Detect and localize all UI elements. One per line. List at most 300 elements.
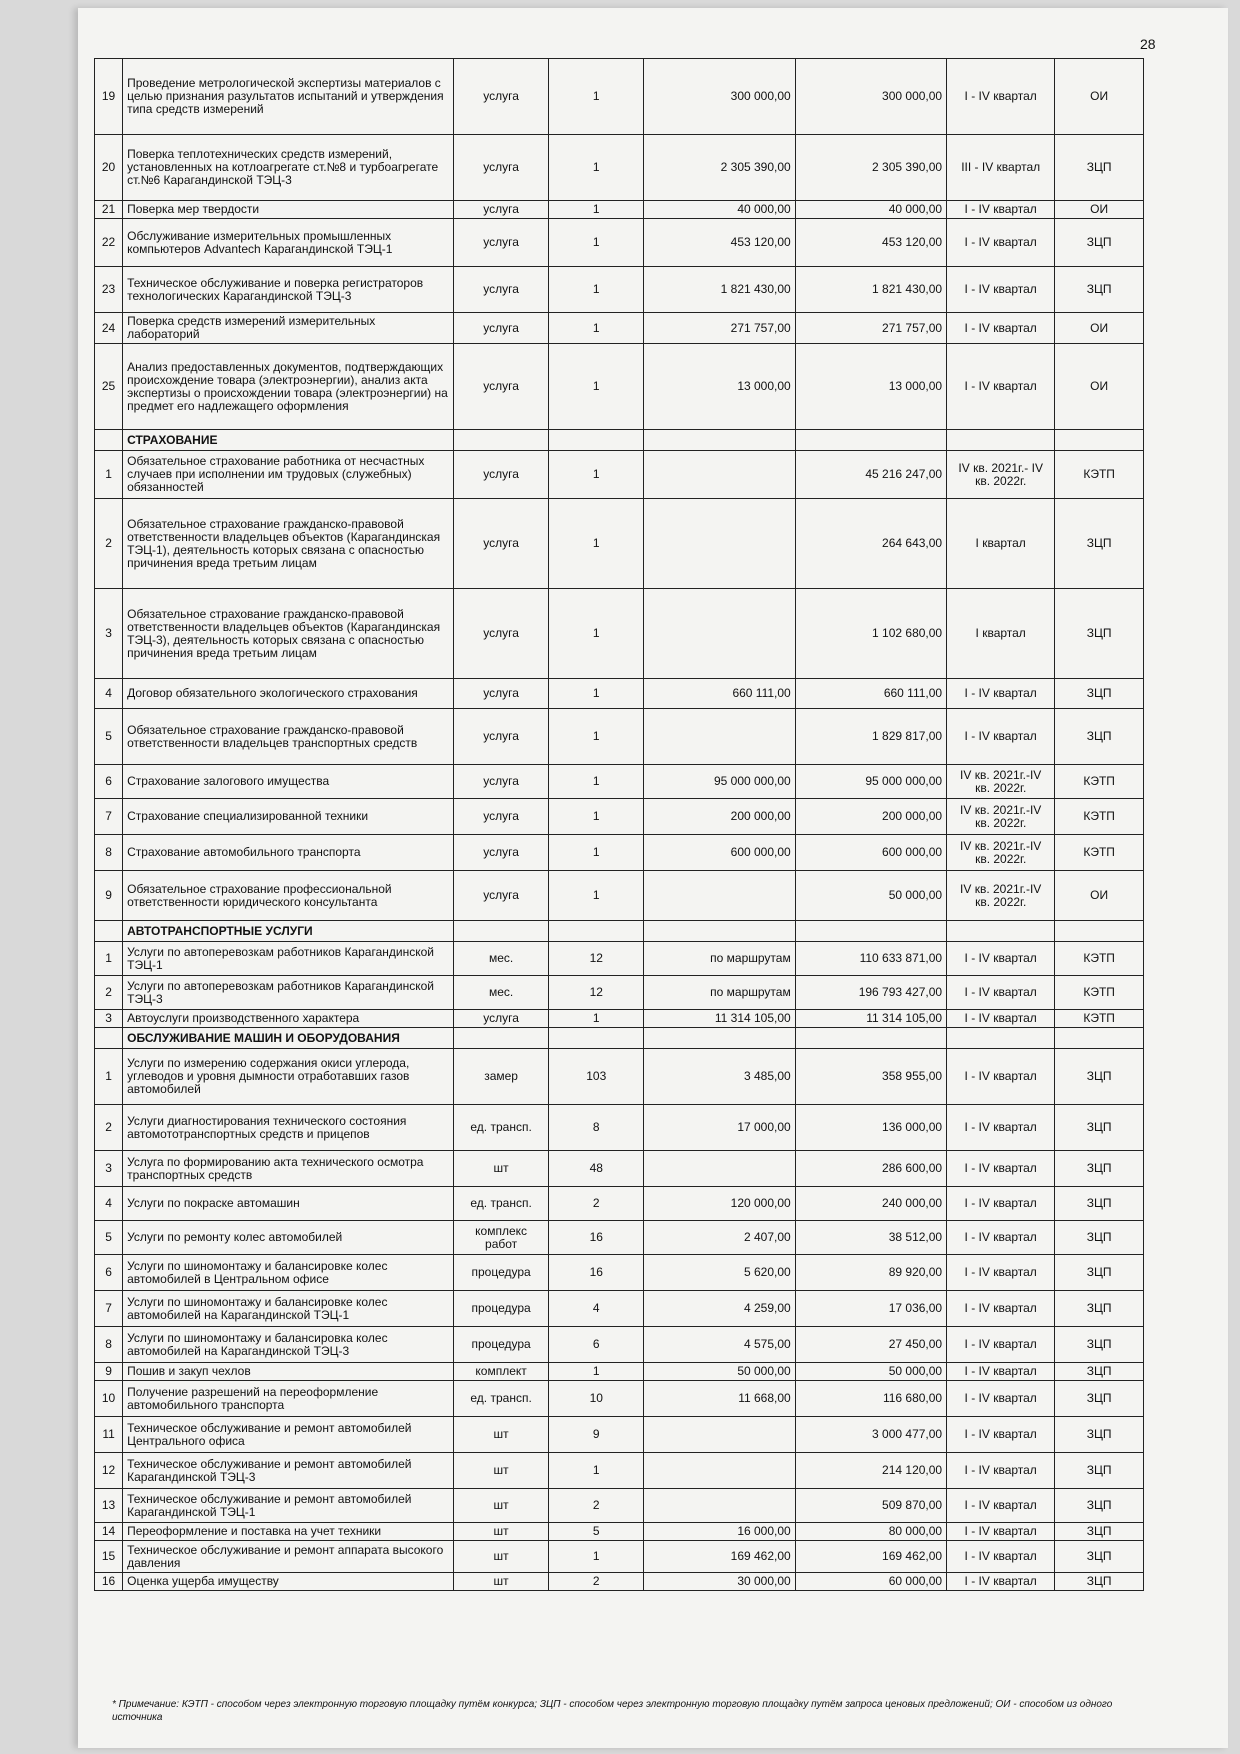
table-row — [95, 1010, 1144, 1028]
service-name-cell: Обязательное страхование работника от несчастных случаев при исполнении им трудовых (служебных) обязанностей — [123, 451, 454, 499]
unit-cell: услуга — [454, 499, 549, 589]
unit-price-cell: 30 000,00 — [644, 1573, 795, 1591]
unit-price-cell: 95 000 000,00 — [644, 765, 795, 799]
service-name-cell: Анализ предоставленных документов, подтверждающих происхождение товара (электроэнергии), анализ акта экспертизы о происхождении товара (электроэнергии) на предмет его надлежащего оформления — [123, 344, 454, 430]
total-amount-cell: 136 000,00 — [795, 1105, 946, 1151]
procurement-method-cell: ЗЦП — [1055, 1327, 1144, 1363]
period-cell: I - IV квартал — [947, 219, 1055, 267]
quantity-cell: 12 — [549, 942, 644, 976]
empty-cell — [795, 430, 946, 451]
period-cell: I - IV квартал — [947, 201, 1055, 219]
row-number-cell: 9 — [95, 1363, 123, 1381]
service-name-cell: Техническое обслуживание и ремонт аппарата высокого давления — [123, 1541, 454, 1573]
quantity-cell: 1 — [549, 799, 644, 835]
service-name-cell: Страхование автомобильного транспорта — [123, 835, 454, 871]
quantity-cell: 1 — [549, 59, 644, 135]
section-header-row — [95, 921, 1144, 942]
row-number-cell: 1 — [95, 451, 123, 499]
procurement-method-cell: ЗЦП — [1055, 1255, 1144, 1291]
procurement-method-cell: ЗЦП — [1055, 135, 1144, 201]
unit-price-cell — [644, 1453, 795, 1489]
procurement-method-cell: ЗЦП — [1055, 1291, 1144, 1327]
unit-cell: процедура — [454, 1291, 549, 1327]
unit-price-cell: 2 305 390,00 — [644, 135, 795, 201]
procurement-method-cell: ОИ — [1055, 344, 1144, 430]
procurement-method-cell: КЭТП — [1055, 1010, 1144, 1028]
unit-price-cell: 660 111,00 — [644, 679, 795, 709]
procurement-method-cell: ЗЦП — [1055, 1151, 1144, 1187]
quantity-cell: 16 — [549, 1221, 644, 1255]
quantity-cell: 1 — [549, 1453, 644, 1489]
procurement-method-cell: ЗЦП — [1055, 1049, 1144, 1105]
period-cell: I - IV квартал — [947, 267, 1055, 313]
empty-cell — [454, 921, 549, 942]
table-row — [95, 1255, 1144, 1291]
total-amount-cell: 40 000,00 — [795, 201, 946, 219]
service-name-cell: Страхование специализированной техники — [123, 799, 454, 835]
period-cell: IV кв. 2021г.-IV кв. 2022г. — [947, 871, 1055, 921]
empty-cell — [947, 1028, 1055, 1049]
unit-price-cell: 50 000,00 — [644, 1363, 795, 1381]
unit-cell: шт — [454, 1489, 549, 1523]
table-row — [95, 451, 1144, 499]
service-name-cell: Техническое обслуживание и ремонт автомобилей Центрального офиса — [123, 1417, 454, 1453]
quantity-cell: 6 — [549, 1327, 644, 1363]
unit-cell: услуга — [454, 344, 549, 430]
period-cell: I - IV квартал — [947, 1523, 1055, 1541]
unit-price-cell: 17 000,00 — [644, 1105, 795, 1151]
procurement-method-cell: ЗЦП — [1055, 709, 1144, 765]
service-name-cell: Обязательное страхование гражданско-правовой ответственности владельцев транспортных средств — [123, 709, 454, 765]
empty-cell — [95, 921, 123, 942]
total-amount-cell: 13 000,00 — [795, 344, 946, 430]
total-amount-cell: 60 000,00 — [795, 1573, 946, 1591]
total-amount-cell: 17 036,00 — [795, 1291, 946, 1327]
total-amount-cell: 11 314 105,00 — [795, 1010, 946, 1028]
unit-cell: ед. трансп. — [454, 1105, 549, 1151]
row-number-cell: 15 — [95, 1541, 123, 1573]
service-name-cell: Услуги по измерению содержания окиси углерода, углеводов и уровня дымности отработавших газов автомобилей — [123, 1049, 454, 1105]
row-number-cell: 25 — [95, 344, 123, 430]
total-amount-cell: 116 680,00 — [795, 1381, 946, 1417]
total-amount-cell: 95 000 000,00 — [795, 765, 946, 799]
empty-cell — [947, 921, 1055, 942]
unit-cell: услуга — [454, 135, 549, 201]
total-amount-cell: 200 000,00 — [795, 799, 946, 835]
service-name-cell: Страхование залогового имущества — [123, 765, 454, 799]
procurement-method-cell: ЗЦП — [1055, 1187, 1144, 1221]
row-number-cell: 3 — [95, 589, 123, 679]
quantity-cell: 1 — [549, 1010, 644, 1028]
total-amount-cell: 2 305 390,00 — [795, 135, 946, 201]
unit-price-cell — [644, 1151, 795, 1187]
table-row — [95, 1105, 1144, 1151]
service-name-cell: Техническое обслуживание и ремонт автомобилей Карагандинской ТЭЦ-3 — [123, 1453, 454, 1489]
total-amount-cell: 110 633 871,00 — [795, 942, 946, 976]
procurement-method-cell: КЭТП — [1055, 799, 1144, 835]
procurement-method-cell: ЗЦП — [1055, 1417, 1144, 1453]
total-amount-cell: 27 450,00 — [795, 1327, 946, 1363]
unit-cell: услуга — [454, 267, 549, 313]
table-row — [95, 1573, 1144, 1591]
period-cell: IV кв. 2021г.-IV кв. 2022г. — [947, 835, 1055, 871]
procurement-method-cell: ЗЦП — [1055, 267, 1144, 313]
unit-price-cell: 16 000,00 — [644, 1523, 795, 1541]
unit-price-cell: 169 462,00 — [644, 1541, 795, 1573]
quantity-cell: 48 — [549, 1151, 644, 1187]
row-number-cell: 7 — [95, 799, 123, 835]
period-cell: I - IV квартал — [947, 1105, 1055, 1151]
unit-price-cell — [644, 499, 795, 589]
row-number-cell: 2 — [95, 499, 123, 589]
unit-price-cell: 300 000,00 — [644, 59, 795, 135]
service-name-cell: Услуга по формированию акта технического осмотра транспортных средств — [123, 1151, 454, 1187]
section-title: ОБСЛУЖИВАНИЕ МАШИН И ОБОРУДОВАНИЯ — [123, 1028, 454, 1049]
empty-cell — [644, 921, 795, 942]
procurement-table — [94, 58, 1144, 1591]
procurement-method-cell: ЗЦП — [1055, 1453, 1144, 1489]
table-row — [95, 499, 1144, 589]
period-cell: IV кв. 2021г.-IV кв. 2022г. — [947, 799, 1055, 835]
service-name-cell: Услуги по шиномонтажу и балансировка колес автомобилей на Карагандинской ТЭЦ-3 — [123, 1327, 454, 1363]
unit-cell: услуга — [454, 313, 549, 344]
quantity-cell: 8 — [549, 1105, 644, 1151]
period-cell: I - IV квартал — [947, 976, 1055, 1010]
empty-cell — [549, 921, 644, 942]
period-cell: I - IV квартал — [947, 1541, 1055, 1573]
period-cell: I - IV квартал — [947, 679, 1055, 709]
procurement-method-cell: ЗЦП — [1055, 1105, 1144, 1151]
table-row — [95, 942, 1144, 976]
row-number-cell: 19 — [95, 59, 123, 135]
total-amount-cell: 453 120,00 — [795, 219, 946, 267]
total-amount-cell: 214 120,00 — [795, 1453, 946, 1489]
section-header-row — [95, 1028, 1144, 1049]
unit-price-cell: 4 259,00 — [644, 1291, 795, 1327]
row-number-cell: 7 — [95, 1291, 123, 1327]
quantity-cell: 12 — [549, 976, 644, 1010]
service-name-cell: Услуги по шиномонтажу и балансировке колес автомобилей в Центральном офисе — [123, 1255, 454, 1291]
procurement-method-cell: ЗЦП — [1055, 1221, 1144, 1255]
row-number-cell: 20 — [95, 135, 123, 201]
quantity-cell: 1 — [549, 135, 644, 201]
service-name-cell: Услуги по покраске автомашин — [123, 1187, 454, 1221]
period-cell: I - IV квартал — [947, 1453, 1055, 1489]
procurement-method-cell: ЗЦП — [1055, 679, 1144, 709]
empty-cell — [95, 1028, 123, 1049]
unit-price-cell: по маршрутам — [644, 976, 795, 1010]
empty-cell — [1055, 921, 1144, 942]
quantity-cell: 103 — [549, 1049, 644, 1105]
service-name-cell: Обязательное страхование гражданско-правовой ответственности владельцев объектов (Карагандинская ТЭЦ-3), деятельность которых связана с опасностью причинения вреда третьим лицам — [123, 589, 454, 679]
quantity-cell: 10 — [549, 1381, 644, 1417]
unit-price-cell: 600 000,00 — [644, 835, 795, 871]
service-name-cell: Обслуживание измерительных промышленных компьютеров Advantech Карагандинской ТЭЦ-1 — [123, 219, 454, 267]
service-name-cell: Договор обязательного экологического страхования — [123, 679, 454, 709]
unit-price-cell — [644, 709, 795, 765]
total-amount-cell: 3 000 477,00 — [795, 1417, 946, 1453]
procurement-method-cell: КЭТП — [1055, 451, 1144, 499]
row-number-cell: 21 — [95, 201, 123, 219]
table-row — [95, 1291, 1144, 1327]
empty-cell — [644, 430, 795, 451]
table-row — [95, 1381, 1144, 1417]
unit-price-cell: 13 000,00 — [644, 344, 795, 430]
table-row — [95, 1221, 1144, 1255]
unit-price-cell — [644, 871, 795, 921]
row-number-cell: 12 — [95, 1453, 123, 1489]
quantity-cell: 16 — [549, 1255, 644, 1291]
period-cell: I квартал — [947, 499, 1055, 589]
period-cell: I - IV квартал — [947, 313, 1055, 344]
total-amount-cell: 264 643,00 — [795, 499, 946, 589]
row-number-cell: 13 — [95, 1489, 123, 1523]
quantity-cell: 9 — [549, 1417, 644, 1453]
unit-cell: услуга — [454, 765, 549, 799]
quantity-cell: 1 — [549, 267, 644, 313]
quantity-cell: 4 — [549, 1291, 644, 1327]
quantity-cell: 1 — [549, 589, 644, 679]
row-number-cell: 10 — [95, 1381, 123, 1417]
empty-cell — [1055, 1028, 1144, 1049]
table-row — [95, 1363, 1144, 1381]
unit-cell: шт — [454, 1523, 549, 1541]
procurement-method-cell: КЭТП — [1055, 835, 1144, 871]
unit-price-cell: 5 620,00 — [644, 1255, 795, 1291]
total-amount-cell: 660 111,00 — [795, 679, 946, 709]
unit-price-cell — [644, 451, 795, 499]
table-row — [95, 589, 1144, 679]
section-header-row — [95, 430, 1144, 451]
quantity-cell: 1 — [549, 871, 644, 921]
unit-cell: шт — [454, 1453, 549, 1489]
table-row — [95, 871, 1144, 921]
unit-price-cell: 120 000,00 — [644, 1187, 795, 1221]
unit-price-cell: 11 668,00 — [644, 1381, 795, 1417]
unit-cell: комплект — [454, 1363, 549, 1381]
period-cell: I - IV квартал — [947, 1363, 1055, 1381]
row-number-cell: 24 — [95, 313, 123, 344]
empty-cell — [1055, 430, 1144, 451]
row-number-cell: 3 — [95, 1151, 123, 1187]
period-cell: I - IV квартал — [947, 1010, 1055, 1028]
table-row — [95, 765, 1144, 799]
period-cell: I - IV квартал — [947, 344, 1055, 430]
total-amount-cell: 196 793 427,00 — [795, 976, 946, 1010]
table-row — [95, 1523, 1144, 1541]
unit-price-cell: 2 407,00 — [644, 1221, 795, 1255]
unit-cell: шт — [454, 1417, 549, 1453]
unit-cell: шт — [454, 1573, 549, 1591]
quantity-cell: 1 — [549, 344, 644, 430]
row-number-cell: 14 — [95, 1523, 123, 1541]
unit-price-cell — [644, 589, 795, 679]
procurement-method-cell: ОИ — [1055, 313, 1144, 344]
procurement-method-cell: ЗЦП — [1055, 589, 1144, 679]
service-name-cell: Поверка теплотехнических средств измерений, установленных на котлоагрегате ст.№8 и турбоагрегате ст.№6 Карагандинской ТЭЦ-3 — [123, 135, 454, 201]
procurement-method-cell: ЗЦП — [1055, 1523, 1144, 1541]
unit-cell: мес. — [454, 976, 549, 1010]
total-amount-cell: 509 870,00 — [795, 1489, 946, 1523]
row-number-cell: 2 — [95, 1105, 123, 1151]
empty-cell — [795, 1028, 946, 1049]
service-name-cell: Поверка средств измерений измерительных лабораторий — [123, 313, 454, 344]
row-number-cell: 1 — [95, 942, 123, 976]
table-row — [95, 1453, 1144, 1489]
row-number-cell: 9 — [95, 871, 123, 921]
row-number-cell: 5 — [95, 1221, 123, 1255]
period-cell: I - IV квартал — [947, 1573, 1055, 1591]
table-row — [95, 1187, 1144, 1221]
period-cell: I квартал — [947, 589, 1055, 679]
table-row — [95, 1417, 1144, 1453]
service-name-cell: Услуги по шиномонтажу и балансировке колес автомобилей на Карагандинской ТЭЦ-1 — [123, 1291, 454, 1327]
empty-cell — [644, 1028, 795, 1049]
unit-price-cell: по маршрутам — [644, 942, 795, 976]
period-cell: III - IV квартал — [947, 135, 1055, 201]
row-number-cell: 4 — [95, 1187, 123, 1221]
total-amount-cell: 271 757,00 — [795, 313, 946, 344]
quantity-cell: 1 — [549, 1363, 644, 1381]
period-cell: I - IV квартал — [947, 942, 1055, 976]
unit-cell: процедура — [454, 1255, 549, 1291]
table-row — [95, 1049, 1144, 1105]
table-row — [95, 1541, 1144, 1573]
total-amount-cell: 45 216 247,00 — [795, 451, 946, 499]
unit-cell: услуга — [454, 709, 549, 765]
table-row — [95, 135, 1144, 201]
period-cell: I - IV квартал — [947, 1255, 1055, 1291]
row-number-cell: 8 — [95, 835, 123, 871]
service-name-cell: Обязательное страхование профессиональной ответственности юридического консультанта — [123, 871, 454, 921]
total-amount-cell: 286 600,00 — [795, 1151, 946, 1187]
table-row — [95, 709, 1144, 765]
empty-cell — [947, 430, 1055, 451]
period-cell: I - IV квартал — [947, 1151, 1055, 1187]
period-cell: I - IV квартал — [947, 1489, 1055, 1523]
footnote: * Примечание: КЭТП - способом через электронную торговую площадку путём конкурса; ЗЦП - способом через электронную торговую площадку путём запроса ценовых предложений; ОИ - способом из одного источника — [112, 1699, 1113, 1723]
section-title: СТРАХОВАНИЕ — [123, 430, 454, 451]
row-number-cell: 6 — [95, 1255, 123, 1291]
quantity-cell: 1 — [549, 219, 644, 267]
unit-cell: услуга — [454, 219, 549, 267]
period-cell: I - IV квартал — [947, 1327, 1055, 1363]
unit-cell: услуга — [454, 201, 549, 219]
unit-cell: ед. трансп. — [454, 1381, 549, 1417]
unit-cell: шт — [454, 1541, 549, 1573]
procurement-method-cell: ОИ — [1055, 59, 1144, 135]
service-name-cell: Техническое обслуживание и ремонт автомобилей Карагандинской ТЭЦ-1 — [123, 1489, 454, 1523]
row-number-cell: 6 — [95, 765, 123, 799]
procurement-method-cell: ЗЦП — [1055, 1381, 1144, 1417]
table-row — [95, 201, 1144, 219]
total-amount-cell: 1 821 430,00 — [795, 267, 946, 313]
unit-cell: шт — [454, 1151, 549, 1187]
empty-cell — [549, 1028, 644, 1049]
table-row — [95, 313, 1144, 344]
table-row — [95, 799, 1144, 835]
empty-cell — [95, 430, 123, 451]
total-amount-cell: 600 000,00 — [795, 835, 946, 871]
row-number-cell: 4 — [95, 679, 123, 709]
service-name-cell: Получение разрешений на переоформление автомобильного транспорта — [123, 1381, 454, 1417]
section-title: АВТОТРАНСПОРТНЫЕ УСЛУГИ — [123, 921, 454, 942]
total-amount-cell: 1 102 680,00 — [795, 589, 946, 679]
quantity-cell: 1 — [549, 201, 644, 219]
unit-price-cell: 11 314 105,00 — [644, 1010, 795, 1028]
table-row — [95, 976, 1144, 1010]
service-name-cell: Услуги по ремонту колес автомобилей — [123, 1221, 454, 1255]
period-cell: I - IV квартал — [947, 1417, 1055, 1453]
total-amount-cell: 50 000,00 — [795, 1363, 946, 1381]
procurement-method-cell: ЗЦП — [1055, 499, 1144, 589]
period-cell: I - IV квартал — [947, 1187, 1055, 1221]
unit-cell: замер — [454, 1049, 549, 1105]
service-name-cell: Услуги диагностирования технического состояния автомототранспортных средств и прицепов — [123, 1105, 454, 1151]
total-amount-cell: 240 000,00 — [795, 1187, 946, 1221]
period-cell: I - IV квартал — [947, 709, 1055, 765]
unit-cell: услуга — [454, 589, 549, 679]
procurement-method-cell: ЗЦП — [1055, 1573, 1144, 1591]
procurement-method-cell: КЭТП — [1055, 942, 1144, 976]
total-amount-cell: 89 920,00 — [795, 1255, 946, 1291]
service-name-cell: Услуги по автоперевозкам работников Карагандинской ТЭЦ-3 — [123, 976, 454, 1010]
table-row — [95, 835, 1144, 871]
unit-cell: услуга — [454, 59, 549, 135]
unit-price-cell — [644, 1417, 795, 1453]
total-amount-cell: 38 512,00 — [795, 1221, 946, 1255]
service-name-cell: Услуги по автоперевозкам работников Карагандинской ТЭЦ-1 — [123, 942, 454, 976]
quantity-cell: 1 — [549, 499, 644, 589]
row-number-cell: 22 — [95, 219, 123, 267]
unit-cell: услуга — [454, 835, 549, 871]
unit-cell: услуга — [454, 451, 549, 499]
row-number-cell: 16 — [95, 1573, 123, 1591]
unit-cell: процедура — [454, 1327, 549, 1363]
row-number-cell: 2 — [95, 976, 123, 1010]
total-amount-cell: 169 462,00 — [795, 1541, 946, 1573]
row-number-cell: 3 — [95, 1010, 123, 1028]
empty-cell — [795, 921, 946, 942]
procurement-method-cell: ЗЦП — [1055, 1363, 1144, 1381]
procurement-method-cell: ЗЦП — [1055, 1541, 1144, 1573]
unit-price-cell: 3 485,00 — [644, 1049, 795, 1105]
quantity-cell: 1 — [549, 313, 644, 344]
table-row — [95, 1489, 1144, 1523]
quantity-cell: 1 — [549, 709, 644, 765]
table-row — [95, 1327, 1144, 1363]
unit-cell: комплекс работ — [454, 1221, 549, 1255]
service-name-cell: Проведение метрологической экспертизы материалов с целью признания разультатов испытаний и утверждения типа средств измерений — [123, 59, 454, 135]
service-name-cell: Техническое обслуживание и поверка регистраторов технологических Карагандинской ТЭЦ-3 — [123, 267, 454, 313]
total-amount-cell: 50 000,00 — [795, 871, 946, 921]
unit-price-cell: 453 120,00 — [644, 219, 795, 267]
row-number-cell: 5 — [95, 709, 123, 765]
unit-cell: услуга — [454, 799, 549, 835]
total-amount-cell: 80 000,00 — [795, 1523, 946, 1541]
unit-price-cell: 271 757,00 — [644, 313, 795, 344]
quantity-cell: 1 — [549, 679, 644, 709]
period-cell: IV кв. 2021г.-IV кв. 2022г. — [947, 765, 1055, 799]
row-number-cell: 8 — [95, 1327, 123, 1363]
table-row — [95, 1151, 1144, 1187]
page-number: 28 — [1140, 36, 1156, 52]
period-cell: I - IV квартал — [947, 1381, 1055, 1417]
table-row — [95, 219, 1144, 267]
period-cell: I - IV квартал — [947, 1221, 1055, 1255]
quantity-cell: 1 — [549, 765, 644, 799]
procurement-method-cell: ЗЦП — [1055, 1489, 1144, 1523]
